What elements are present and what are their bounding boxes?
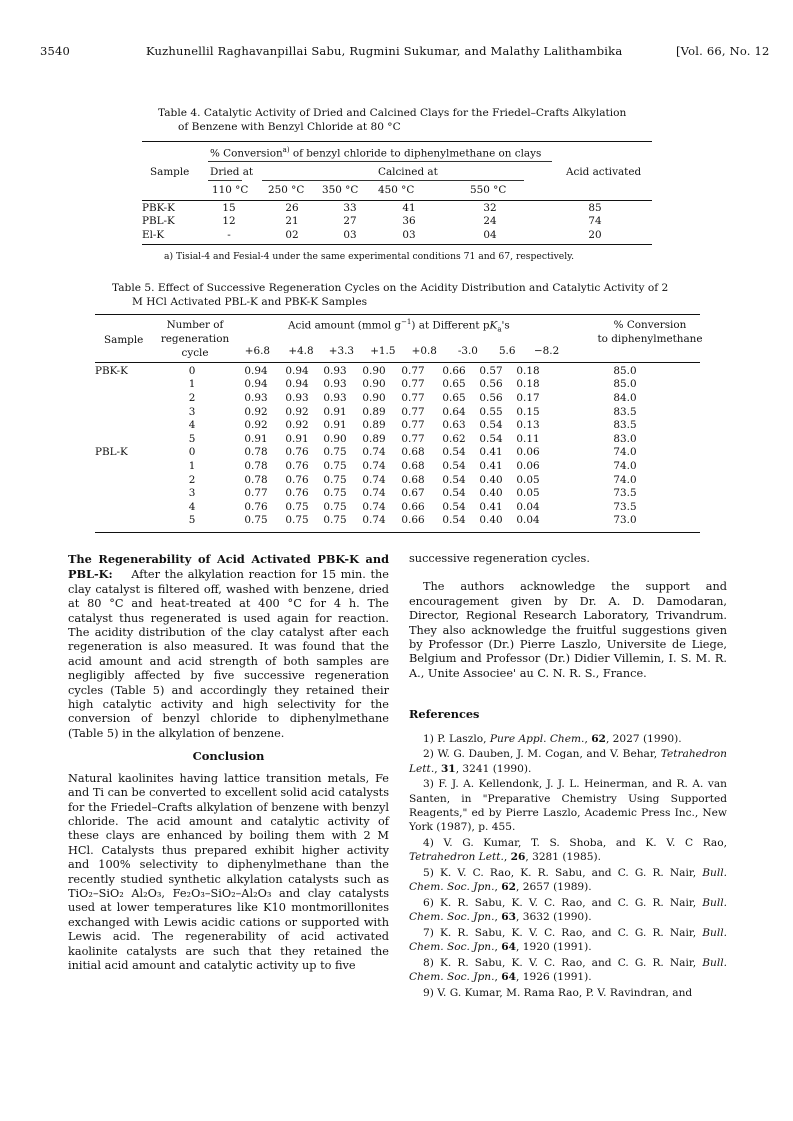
reference-num: 5) xyxy=(423,866,434,879)
table4-cell: 33 xyxy=(343,201,357,214)
reference-item xyxy=(409,732,727,746)
volume-info: [Vol. 66, No. 12 xyxy=(676,44,770,58)
reference-num: 3) xyxy=(423,778,434,791)
table5-cell-acid: 0.15 xyxy=(516,405,540,418)
table5-cell-sample xyxy=(95,500,150,514)
reference-post: , 2027 (1990). xyxy=(605,732,682,745)
reference-pre: K. R. Sabu, K. V. C. Rao, and C. G. R. Nair, xyxy=(433,896,703,909)
table5-cell-acid: 0.89 xyxy=(362,405,386,418)
table4-cell: - xyxy=(227,228,231,241)
table5-cell-acid: 0.54 xyxy=(479,432,503,445)
table5-cell-cycle: 3 xyxy=(188,487,196,500)
table5-pka-header xyxy=(234,345,570,357)
table5-cell-acid: 0.92 xyxy=(285,405,309,418)
table-row xyxy=(142,215,652,229)
regenerability-text: After the alkylation reaction for 15 min. the clay catalyst is filtered off, washed with benzene, dried at 80 °C and heat-treated at 400 °C for 4 h. The catalyst thus regenerated is used again for reaction. The acidity distribution of the clay catalyst after each regeneration is also measured. It was found that the acid amount and acid strength of both samples are negligibly affected by five successive regeneration cycles (Table 5) and accordingly they retained their high catalytic activity and high selectivity for the conversion of benzyl chloride to diphenylmethane (Table 5) in the alkylation of benzene. xyxy=(68,568,389,740)
table5-cell-acid: 0.92 xyxy=(244,419,268,432)
table5-cell-acid: 0.91 xyxy=(323,405,347,418)
table-row xyxy=(95,391,700,405)
reference-pre: K. R. Sabu, K. V. C. Rao, and C. G. R. Nair, xyxy=(433,956,703,969)
table5-cell-acid: 0.77 xyxy=(401,405,425,418)
table4-header-dried: Dried at xyxy=(210,166,254,178)
table4-temp-4: 450 °C xyxy=(378,184,415,196)
reference-item xyxy=(409,836,727,865)
table5-cell-acid: 0.64 xyxy=(442,405,466,418)
table5-cell-sample xyxy=(95,405,150,419)
table4-calcined-rule xyxy=(262,180,524,181)
reference-mid: , xyxy=(494,941,502,954)
table4-cell: 15 xyxy=(222,201,236,214)
table5-cell-acid: 0.92 xyxy=(244,405,268,418)
table5-cell-acid: 0.77 xyxy=(401,391,425,404)
table5-cell-acid: 0.54 xyxy=(442,514,466,527)
reference-mid: , xyxy=(494,971,502,984)
table5-cell-acid: 0.91 xyxy=(244,432,268,445)
reference-post: , 1920 (1991). xyxy=(516,941,592,954)
conclusion-formula: TiO₂–SiO₂ Al₂O₃, Fe₂O₃–SiO₂–Al₂O₃ xyxy=(68,886,272,900)
table-row xyxy=(142,228,652,242)
reference-pre: F. J. A. Kellendonk, J. J. L. Heinerman, and R. A. van Santen, in "Preparative Chemistry Using Supported Reagents," ed by Pierre Laszlo, Academic Press Inc., New York (1987), p. 455. xyxy=(409,778,727,834)
reference-journal: Bull. Chem. Soc. Jpn. xyxy=(409,956,727,984)
reference-pre: V. G. Kumar, T. S. Shoba, and K. V. C Rao, xyxy=(433,836,727,849)
table5-pka: +0.8 xyxy=(411,345,437,357)
table5-cell-acid: 0.74 xyxy=(362,514,386,527)
reference-num: 7) xyxy=(423,926,434,939)
table5-cell-acid: 0.62 xyxy=(442,432,466,445)
table5-cell-conversion: 85.0 xyxy=(613,378,637,391)
conclusion-paragraph xyxy=(68,772,389,974)
references-list xyxy=(409,732,727,1000)
table5-cell-acid: 0.56 xyxy=(479,391,503,404)
table4-cell: 20 xyxy=(588,228,602,241)
table5-cell-acid: 0.76 xyxy=(285,487,309,500)
table5-caption-line2: M HCl Activated PBL-K and PBK-K Samples xyxy=(132,296,368,308)
table5-cell-acid: 0.77 xyxy=(401,419,425,432)
reference-post: , 3281 (1985). xyxy=(525,851,602,864)
table5-cell-acid: 0.93 xyxy=(323,391,347,404)
table4-cell: 02 xyxy=(285,228,299,241)
table4-group-rule xyxy=(208,161,552,162)
reference-item xyxy=(409,896,727,925)
table5-header-cycle-line: Number of xyxy=(166,319,224,331)
table5-cell-acid: 0.40 xyxy=(479,514,503,527)
table5-cell-acid: 0.63 xyxy=(442,419,466,432)
table5-cell-acid: 0.94 xyxy=(244,378,268,391)
table5-cell-acid: 0.92 xyxy=(285,419,309,432)
table5-cell-acid: 0.74 xyxy=(362,473,386,486)
table4-temp-1: 110 °C xyxy=(212,184,249,196)
table5-cell-acid: 0.06 xyxy=(516,446,540,459)
table4-cell: 12 xyxy=(222,215,236,228)
table5-cell-acid: 0.75 xyxy=(323,500,347,513)
table5-cell-acid: 0.90 xyxy=(362,364,386,377)
reference-item xyxy=(409,986,727,1000)
conclusion-heading: Conclusion xyxy=(192,749,265,764)
table5-cell-cycle: 0 xyxy=(188,364,196,377)
table4-header-calcined: Calcined at xyxy=(378,166,438,178)
reference-vol: 62 xyxy=(591,732,606,745)
table5-cell-cycle: 5 xyxy=(188,514,196,527)
table4-temp-3: 350 °C xyxy=(322,184,359,196)
table5-cell-acid: 0.76 xyxy=(285,446,309,459)
table5-header-sample: Sample xyxy=(104,334,144,346)
table-row xyxy=(95,459,700,473)
reference-vol: 31 xyxy=(440,762,456,775)
table5-cell-sample xyxy=(95,432,150,446)
table4-header-sample: Sample xyxy=(150,166,190,178)
left-column xyxy=(68,552,389,973)
reference-pre: K. V. C. Rao, K. R. Sabu, and C. G. R. Nair, xyxy=(433,866,703,879)
table5-cell-cycle: 4 xyxy=(188,419,196,432)
table5-cell-conversion: 85.0 xyxy=(613,364,637,377)
reference-item xyxy=(409,866,727,895)
table4-caption-line2: of Benzene with Benzyl Chloride at 80 °C xyxy=(178,121,401,133)
table-row xyxy=(95,473,700,487)
table5-cell-acid: 0.68 xyxy=(401,473,425,486)
table5-cell-acid: 0.93 xyxy=(323,378,347,391)
table5-cell-acid: 0.54 xyxy=(442,500,466,513)
regenerability-paragraph xyxy=(68,552,389,741)
table4-cell: 03 xyxy=(402,228,416,241)
table5-cell-acid: 0.06 xyxy=(516,459,540,472)
table4-caption-line1: Table 4. Catalytic Activity of Dried and Calcined Clays for the Friedel–Crafts Alkylation xyxy=(158,107,627,119)
table5-header-cycle xyxy=(150,318,240,360)
table5-cell-acid: 0.75 xyxy=(323,459,347,472)
conclusion-text-a: Natural kaolinites having lattice transition metals, Fe and Ti can be converted to excellent solid acid catalysts for the Friedel–Crafts alkylation of benzene with benzyl chloride. The acid amount and catalytic activity of these clays are enhanced by boiling them with 2 M HCl. Catalysts thus prepared exhibit higher activity and 100% selectivity to diphenylmethane than the recently studied synthetic alkylation catalysts such as xyxy=(68,771,389,886)
table5-cell-conversion: 83.5 xyxy=(613,405,637,418)
table5-pka: −8.2 xyxy=(533,345,560,357)
table5-cell-acid: 0.78 xyxy=(244,459,268,472)
table5-header-cycle-line: regeneration xyxy=(160,333,230,345)
reference-mid: , xyxy=(503,851,511,864)
table4-bottom-rule xyxy=(142,244,652,245)
table4-footnote: a) Tisial-4 and Fesial-4 under the same experimental conditions 71 and 67, respectively. xyxy=(164,251,575,262)
table-row xyxy=(95,432,700,446)
table5-cell-acid: 0.17 xyxy=(516,391,540,404)
reference-post: , 1926 (1991). xyxy=(516,971,592,984)
table5-cell-acid: 0.74 xyxy=(362,446,386,459)
table4-cell: 27 xyxy=(343,215,357,228)
table-row xyxy=(142,201,652,215)
table5-cell-conversion: 84.0 xyxy=(613,391,637,404)
table5-cell-acid: 0.66 xyxy=(401,500,425,513)
continuation-text: successive regeneration cycles. xyxy=(409,552,590,565)
table5-cell-sample xyxy=(95,378,150,392)
table5-cell-sample xyxy=(95,418,150,432)
table5-cell-acid: 0.56 xyxy=(479,378,503,391)
table5-cell-acid: 0.65 xyxy=(442,378,466,391)
table5-cell-sample xyxy=(95,486,150,500)
table-row xyxy=(95,378,700,392)
table5-cell-acid: 0.76 xyxy=(285,473,309,486)
table5-cell-acid: 0.41 xyxy=(479,500,503,513)
references-heading: References xyxy=(409,707,480,722)
table5-cell-sample xyxy=(95,514,150,528)
table4-cell: 21 xyxy=(285,215,299,228)
table5-cell-acid: 0.65 xyxy=(442,391,466,404)
table5-cell-acid: 0.94 xyxy=(285,378,309,391)
reference-num: 1) xyxy=(423,732,434,745)
table5-cell-acid: 0.89 xyxy=(362,419,386,432)
table5-cell-acid: 0.94 xyxy=(244,364,268,377)
table5-cell-acid: 0.04 xyxy=(516,514,540,527)
reference-mid: , xyxy=(434,762,441,775)
running-authors: Kuzhunellil Raghavanpillai Sabu, Rugmini Sukumar, and Malathy Lalithambika xyxy=(146,44,623,58)
table4-cell-sample: PBL-K xyxy=(142,215,175,228)
table5-cell-acid: 0.75 xyxy=(323,487,347,500)
table5-cell-acid: 0.13 xyxy=(516,419,540,432)
table5-cell-acid: 0.54 xyxy=(442,459,466,472)
table4-dried-rule xyxy=(208,180,242,181)
table5-cell-acid: 0.76 xyxy=(285,459,309,472)
table5-cell-acid: 0.54 xyxy=(442,487,466,500)
table5-cell-conversion: 74.0 xyxy=(613,446,637,459)
table-row xyxy=(95,418,700,432)
reference-vol: 63 xyxy=(501,911,517,924)
table5-cell-conversion: 73.5 xyxy=(613,487,637,500)
table5-cell-acid: 0.66 xyxy=(401,514,425,527)
table5-cell-sample xyxy=(95,391,150,405)
table4-cell-sample: PBK-K xyxy=(142,201,175,214)
table5-cell-acid: 0.91 xyxy=(285,432,309,445)
conclusion-text-b: and clay catalysts used at lower temperatures like K10 montmorillonites exchanged with Lewis acidic cations or supported with Lewis acid. The regenerability of acid activated kaolinite catalysts are such that they retained the initial acid amount and catalytic activity up to five xyxy=(68,886,389,972)
reference-pre: W. G. Dauben, J. M. Cogan, and V. Behar, xyxy=(433,748,661,761)
reference-mid: , xyxy=(494,911,502,924)
table5-cell-cycle: 0 xyxy=(188,446,196,459)
table5-cell-acid: 0.74 xyxy=(362,487,386,500)
table5-cell-acid: 0.67 xyxy=(401,487,425,500)
table5-cell-acid: 0.93 xyxy=(244,391,268,404)
reference-mid: , xyxy=(494,881,502,894)
page-number: 3540 xyxy=(40,44,71,58)
reference-vol: 64 xyxy=(501,971,517,984)
table5-cell-acid: 0.41 xyxy=(479,459,503,472)
table5-cell-cycle: 3 xyxy=(188,405,196,418)
table5-cell-conversion: 73.0 xyxy=(613,514,637,527)
right-column xyxy=(409,552,727,1002)
table4-cell: 24 xyxy=(483,215,497,228)
reference-mid: , xyxy=(584,732,592,745)
regenerability-heading: The Regenerability of Acid Activated PBK-K and PBL-K: xyxy=(68,552,389,582)
table5-cell-acid: 0.68 xyxy=(401,459,425,472)
table5-cell-acid: 0.75 xyxy=(285,500,309,513)
reference-journal: Bull. Chem. Soc. Jpn. xyxy=(409,926,727,954)
table5-cell-acid: 0.55 xyxy=(479,405,503,418)
table-row xyxy=(95,405,700,419)
table5-cell-acid: 0.11 xyxy=(516,432,540,445)
table5-header-cycle-line: cycle xyxy=(181,347,209,359)
reference-journal: Pure Appl. Chem. xyxy=(489,732,585,745)
table5-cell-acid: 0.54 xyxy=(442,473,466,486)
table4-temp-2: 250 °C xyxy=(268,184,305,196)
table5-cell-acid: 0.90 xyxy=(362,378,386,391)
table5-cell-conversion: 74.0 xyxy=(613,473,637,486)
table5-cell-acid: 0.93 xyxy=(323,364,347,377)
table5-cell-acid: 0.40 xyxy=(479,487,503,500)
reference-post: , 3241 (1990). xyxy=(455,762,532,775)
reference-pre: K. R. Sabu, K. V. C. Rao, and C. G. R. Nair, xyxy=(433,926,703,939)
table5-cell-conversion: 74.0 xyxy=(613,459,637,472)
reference-item xyxy=(409,956,727,985)
table4-temp-5: 550 °C xyxy=(470,184,507,196)
reference-num: 4) xyxy=(423,836,434,849)
table5-cell-acid: 0.18 xyxy=(516,364,540,377)
table4-cell: 41 xyxy=(402,201,416,214)
table5-cell-cycle: 1 xyxy=(188,459,196,472)
table5-header-acid: Acid amount (mmol $g^{-1}$) at Different $pK_a's$ xyxy=(288,318,510,334)
reference-journal: Tetrahedron Lett. xyxy=(409,851,504,864)
table5-header-conversion-line: to diphenylmethane xyxy=(597,333,703,345)
table5-cell-sample xyxy=(95,459,150,473)
table5-cell-acid: 0.57 xyxy=(479,364,503,377)
table5-header-rule xyxy=(95,362,700,363)
reference-journal: Bull. Chem. Soc. Jpn. xyxy=(409,866,727,894)
reference-item xyxy=(409,777,727,834)
table5-pka: +1.5 xyxy=(370,345,396,357)
table5-cell-acid: 0.66 xyxy=(442,364,466,377)
reference-num: 6) xyxy=(423,896,434,909)
table5-cell-acid: 0.40 xyxy=(479,473,503,486)
table-row xyxy=(95,446,700,460)
table5-cell-acid: 0.91 xyxy=(323,419,347,432)
table5-cell-cycle: 5 xyxy=(188,432,196,445)
reference-item xyxy=(409,926,727,955)
table5-cell-acid: 0.77 xyxy=(244,487,268,500)
table5-body xyxy=(95,364,700,527)
table5-cell-acid: 0.68 xyxy=(401,446,425,459)
table5-cell-acid: 0.05 xyxy=(516,487,540,500)
table5-cell-conversion: 73.5 xyxy=(613,500,637,513)
table-row xyxy=(95,364,700,378)
table5-cell-conversion: 83.5 xyxy=(613,419,637,432)
table5-cell-acid: 0.04 xyxy=(516,500,540,513)
table-row xyxy=(95,500,700,514)
table5-cell-acid: 0.74 xyxy=(362,459,386,472)
table5-pka: +3.3 xyxy=(328,345,354,357)
table5-caption-line1: Table 5. Effect of Successive Regeneration Cycles on the Acidity Distribution and Catalytic Activity of 2 xyxy=(112,282,669,294)
table-row xyxy=(95,514,700,528)
table5-pka: -3.0 xyxy=(457,345,478,357)
table5-cell-cycle: 4 xyxy=(188,500,196,513)
reference-journal: Tetrahedron Lett. xyxy=(409,748,727,775)
table4-body xyxy=(142,201,652,242)
table5-top-rule xyxy=(95,314,700,315)
table4-cell-sample: El-K xyxy=(142,228,165,241)
table5-header-conversion xyxy=(570,318,730,346)
reference-pre: P. Laszlo, xyxy=(433,732,490,745)
reference-vol: 64 xyxy=(501,941,517,954)
table5-cell-cycle: 2 xyxy=(188,391,196,404)
table5-cell-acid: 0.90 xyxy=(323,432,347,445)
table5-cell-acid: 0.75 xyxy=(244,514,268,527)
table5-cell-acid: 0.54 xyxy=(479,419,503,432)
reference-vol: 62 xyxy=(501,881,517,894)
table4-header-acid: Acid activated xyxy=(566,166,642,178)
table5-cell-acid: 0.41 xyxy=(479,446,503,459)
table4-top-rule xyxy=(142,141,652,142)
acknowledgement-paragraph: The authors acknowledge the support and encouragement given by Dr. A. D. Damodaran, Director, Regional Research Laboratory, Trivandrum. They also acknowledge the fruitful suggestions given by Professor (Dr.) Pierre Laszlo, Universite de Liege, Belgium and Professor (Dr.) Didier Villemin, I. S. M. R. A., Unite Associee' au C. N. R. S., France. xyxy=(409,580,727,680)
reference-post: , 3632 (1990). xyxy=(516,911,592,924)
table5-cell-acid: 0.77 xyxy=(401,378,425,391)
table4-cell: 85 xyxy=(588,201,602,214)
table5-header-conversion-line: % Conversion xyxy=(613,319,687,331)
reference-journal: Bull. Chem. Soc. Jpn. xyxy=(409,896,727,924)
table5-cell-sample xyxy=(95,473,150,487)
reference-item xyxy=(409,747,727,776)
table5-bottom-rule xyxy=(95,532,700,533)
table5-cell-acid: 0.18 xyxy=(516,378,540,391)
table5-cell-acid: 0.75 xyxy=(285,514,309,527)
table5-cell-acid: 0.78 xyxy=(244,446,268,459)
table5-cell-cycle: 2 xyxy=(188,473,196,486)
reference-post: , 2657 (1989). xyxy=(516,881,592,894)
reference-pre: V. G. Kumar, M. Rama Rao, P. V. Ravindran, and xyxy=(433,986,693,999)
table5-cell-acid: 0.77 xyxy=(401,432,425,445)
table5-cell-acid: 0.76 xyxy=(244,500,268,513)
table5-cell-acid: 0.89 xyxy=(362,432,386,445)
table5-cell-acid: 0.93 xyxy=(285,391,309,404)
table4-cell: 26 xyxy=(285,201,299,214)
table4-cell: 03 xyxy=(343,228,357,241)
table4-cell: 04 xyxy=(483,228,497,241)
table5-cell-cycle: 1 xyxy=(188,378,196,391)
table5-cell-acid: 0.90 xyxy=(362,391,386,404)
table5-cell-acid: 0.77 xyxy=(401,364,425,377)
table5-cell-acid: 0.75 xyxy=(323,446,347,459)
table4-cell: 74 xyxy=(588,215,602,228)
table-row xyxy=(95,486,700,500)
table5-cell-acid: 0.78 xyxy=(244,473,268,486)
table5-cell-acid: 0.05 xyxy=(516,473,540,486)
reference-num: 2) xyxy=(423,748,434,761)
table4-cell: 36 xyxy=(402,215,416,228)
table5-cell-sample: PBK-K xyxy=(95,364,128,377)
table5-cell-acid: 0.75 xyxy=(323,514,347,527)
table5-cell-acid: 0.94 xyxy=(285,364,309,377)
table5-pka: +6.8 xyxy=(244,345,270,357)
table5-pka: +4.8 xyxy=(288,345,314,357)
table5-cell-acid: 0.75 xyxy=(323,473,347,486)
reference-vol: 26 xyxy=(510,851,526,864)
reference-num: 9) xyxy=(423,986,434,999)
table4-group-header: % Conversion$^{a)}$ of benzyl chloride to diphenylmethane on clays xyxy=(210,146,542,160)
table5-cell-acid: 0.74 xyxy=(362,500,386,513)
table5-cell-acid: 0.54 xyxy=(442,446,466,459)
table5-cell-conversion: 83.0 xyxy=(613,432,637,445)
table5-pka: 5.6 xyxy=(498,345,516,357)
table5-cell-sample: PBL-K xyxy=(95,446,128,459)
reference-num: 8) xyxy=(423,956,434,969)
table4-cell: 32 xyxy=(483,201,497,214)
